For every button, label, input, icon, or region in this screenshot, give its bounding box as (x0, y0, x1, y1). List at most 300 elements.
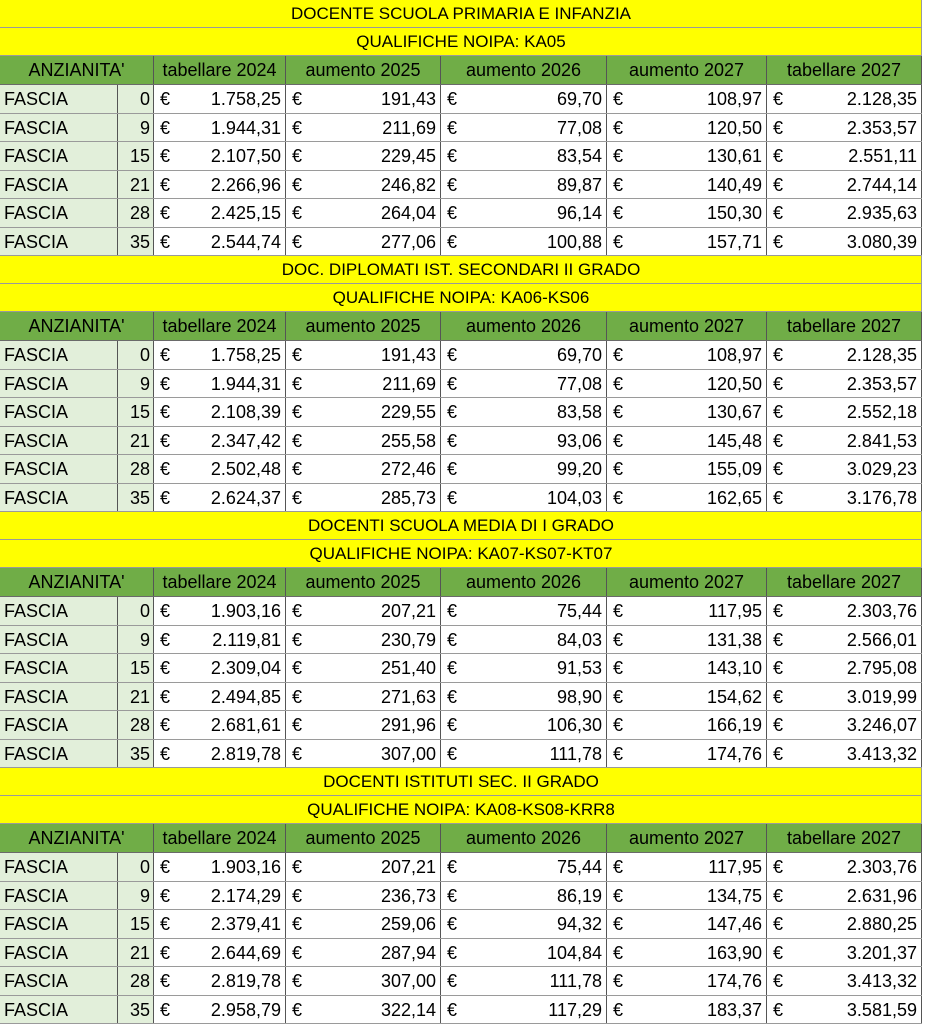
header-cell[interactable]: tabellare 2024 (154, 56, 286, 84)
amount-cell[interactable] (441, 85, 607, 113)
amount-value: 2.551,11 (848, 146, 917, 166)
amount-cell[interactable] (286, 939, 441, 967)
euro-symbol: € (160, 174, 171, 195)
amount-cell[interactable] (767, 996, 922, 1024)
amount-cell[interactable] (154, 597, 286, 625)
fascia-label-cell[interactable]: FASCIA (0, 967, 118, 995)
amount-cell[interactable] (767, 171, 922, 199)
amount-cell[interactable] (154, 370, 286, 398)
amount-cell[interactable] (286, 455, 441, 483)
euro-symbol: € (613, 999, 624, 1020)
fascia-years-cell[interactable]: 15 (118, 142, 154, 170)
euro-symbol: € (447, 942, 458, 963)
amount-cell[interactable] (767, 114, 922, 142)
fascia-years-cell[interactable]: 21 (118, 427, 154, 455)
amount-cell[interactable] (607, 910, 767, 938)
euro-symbol: € (160, 914, 171, 934)
amount-value: 100,88 (546, 231, 602, 252)
amount-cell[interactable] (154, 853, 286, 881)
header-cell[interactable]: aumento 2027 (607, 824, 767, 852)
amount-cell[interactable] (607, 967, 767, 995)
amount-cell[interactable] (441, 654, 607, 682)
amount-cell[interactable] (441, 484, 607, 512)
header-cell[interactable]: aumento 2026 (441, 568, 607, 596)
fascia-years-cell[interactable]: 0 (118, 853, 154, 881)
fascia-years-cell[interactable]: 21 (118, 171, 154, 199)
amount-cell[interactable] (767, 910, 922, 938)
amount-cell[interactable] (154, 683, 286, 711)
amount-cell[interactable] (767, 597, 922, 625)
fascia-label-cell[interactable]: FASCIA (0, 882, 118, 910)
header-cell[interactable]: aumento 2025 (286, 56, 441, 84)
fascia-years-cell[interactable]: 35 (118, 484, 154, 512)
fascia-years-cell[interactable]: 0 (118, 341, 154, 369)
euro-symbol: € (447, 743, 458, 764)
amount-cell[interactable] (441, 882, 607, 910)
euro-symbol: € (773, 231, 784, 252)
header-cell[interactable]: tabellare 2027 (767, 568, 922, 596)
fascia-years-cell[interactable]: 28 (118, 455, 154, 483)
column-header-row (0, 312, 922, 341)
amount-cell[interactable] (154, 711, 286, 739)
euro-symbol: € (292, 231, 303, 252)
amount-value: 271,63 (380, 686, 436, 707)
fascia-years-cell[interactable]: 9 (118, 370, 154, 398)
amount-cell[interactable] (441, 740, 607, 768)
amount-value: 277,06 (380, 231, 436, 252)
fascia-years-cell[interactable]: 0 (118, 597, 154, 625)
amount-cell[interactable] (767, 683, 922, 711)
fascia-label-cell[interactable]: FASCIA (0, 370, 118, 398)
fascia-label-cell[interactable]: FASCIA (0, 455, 118, 483)
amount-value: 2.819,78 (210, 971, 281, 991)
amount-cell[interactable] (286, 626, 441, 654)
euro-symbol: € (613, 89, 624, 109)
amount-cell[interactable] (154, 228, 286, 256)
section-subtitle[interactable]: QUALIFICHE NOIPA: KA07-KS07-KT07 (0, 540, 922, 568)
amount-cell[interactable] (154, 85, 286, 113)
header-cell[interactable]: aumento 2025 (286, 824, 441, 852)
fascia-label-cell[interactable]: FASCIA (0, 199, 118, 227)
euro-symbol: € (292, 430, 303, 451)
header-cell[interactable]: tabellare 2027 (767, 56, 922, 84)
column-header-row (0, 824, 922, 853)
amount-value: 3.246,07 (846, 715, 917, 735)
euro-symbol: € (160, 373, 171, 394)
amount-value: 150,30 (706, 203, 762, 223)
euro-symbol: € (773, 658, 784, 678)
fascia-years-cell[interactable]: 15 (118, 654, 154, 682)
amount-cell[interactable] (767, 85, 922, 113)
header-cell-anzianita[interactable]: ANZIANITA' (0, 824, 154, 852)
amount-cell[interactable] (441, 597, 607, 625)
amount-value: 77,08 (556, 117, 602, 138)
euro-symbol: € (292, 89, 303, 109)
euro-symbol: € (447, 629, 458, 650)
amount-cell[interactable] (607, 171, 767, 199)
fascia-years-cell[interactable]: 9 (118, 626, 154, 654)
amount-cell[interactable] (607, 427, 767, 455)
section-title[interactable]: DOCENTI ISTITUTI SEC. II GRADO (0, 768, 922, 796)
amount-cell[interactable] (607, 654, 767, 682)
amount-cell[interactable] (441, 853, 607, 881)
fascia-label-cell[interactable]: FASCIA (0, 484, 118, 512)
table-row (0, 626, 922, 655)
amount-cell[interactable] (767, 398, 922, 426)
table-row (0, 114, 922, 143)
fascia-label-cell[interactable]: FASCIA (0, 114, 118, 142)
amount-value: 2.819,78 (210, 743, 281, 764)
euro-symbol: € (160, 459, 171, 479)
euro-symbol: € (292, 402, 303, 422)
euro-symbol: € (160, 402, 171, 422)
header-cell[interactable]: aumento 2027 (607, 56, 767, 84)
amount-cell[interactable] (607, 398, 767, 426)
amount-cell[interactable] (767, 626, 922, 654)
amount-cell[interactable] (286, 341, 441, 369)
section-title[interactable]: DOCENTI SCUOLA MEDIA DI I GRADO (0, 512, 922, 540)
amount-cell[interactable] (767, 939, 922, 967)
fascia-label-cell[interactable]: FASCIA (0, 626, 118, 654)
table-row (0, 398, 922, 427)
fascia-years-cell[interactable]: 35 (118, 740, 154, 768)
amount-cell[interactable] (441, 967, 607, 995)
amount-cell[interactable] (154, 484, 286, 512)
euro-symbol: € (160, 345, 171, 365)
amount-cell[interactable] (607, 740, 767, 768)
amount-cell[interactable] (154, 199, 286, 227)
amount-cell[interactable] (154, 455, 286, 483)
amount-cell[interactable] (767, 654, 922, 682)
amount-cell[interactable] (154, 341, 286, 369)
amount-cell[interactable] (441, 427, 607, 455)
euro-symbol: € (773, 743, 784, 764)
amount-cell[interactable] (767, 882, 922, 910)
amount-cell[interactable] (441, 996, 607, 1024)
amount-cell[interactable] (154, 114, 286, 142)
fascia-years-cell[interactable]: 15 (118, 910, 154, 938)
amount-cell[interactable] (767, 853, 922, 881)
header-cell[interactable]: tabellare 2027 (767, 824, 922, 852)
amount-cell[interactable] (154, 171, 286, 199)
fascia-years-cell[interactable]: 28 (118, 711, 154, 739)
amount-value: 2.841,53 (846, 430, 917, 451)
header-cell[interactable]: aumento 2026 (441, 824, 607, 852)
amount-cell[interactable] (441, 171, 607, 199)
amount-cell[interactable] (767, 427, 922, 455)
euro-symbol: € (160, 686, 171, 707)
euro-symbol: € (160, 231, 171, 252)
amount-cell[interactable] (286, 398, 441, 426)
amount-cell[interactable] (441, 626, 607, 654)
amount-value: 2.266,96 (210, 174, 281, 195)
fascia-label-cell[interactable]: FASCIA (0, 398, 118, 426)
fascia-label-cell[interactable]: FASCIA (0, 853, 118, 881)
header-cell[interactable]: tabellare 2024 (154, 824, 286, 852)
euro-symbol: € (160, 487, 171, 508)
euro-symbol: € (613, 117, 624, 138)
amount-value: 211,69 (382, 117, 436, 138)
header-cell[interactable]: aumento 2026 (441, 312, 607, 340)
amount-cell[interactable] (607, 370, 767, 398)
amount-cell[interactable] (607, 484, 767, 512)
euro-symbol: € (160, 203, 171, 223)
section-subtitle[interactable]: QUALIFICHE NOIPA: KA06-KS06 (0, 284, 922, 312)
amount-value: 83,54 (556, 146, 602, 166)
euro-symbol: € (447, 971, 458, 991)
euro-symbol: € (292, 601, 303, 621)
fascia-label-cell[interactable]: FASCIA (0, 740, 118, 768)
amount-cell[interactable] (154, 910, 286, 938)
header-cell[interactable]: aumento 2027 (607, 568, 767, 596)
header-cell[interactable]: aumento 2026 (441, 56, 607, 84)
fascia-label-cell[interactable]: FASCIA (0, 171, 118, 199)
amount-value: 307,00 (380, 743, 436, 764)
fascia-label-cell[interactable]: FASCIA (0, 142, 118, 170)
amount-cell[interactable] (286, 683, 441, 711)
euro-symbol: € (447, 373, 458, 394)
amount-cell[interactable] (286, 597, 441, 625)
header-cell-anzianita[interactable]: ANZIANITA' (0, 312, 154, 340)
euro-symbol: € (160, 999, 171, 1020)
amount-cell[interactable] (154, 427, 286, 455)
header-cell[interactable]: aumento 2025 (286, 312, 441, 340)
table-section (0, 256, 937, 512)
section-title[interactable]: DOC. DIPLOMATI IST. SECONDARI II GRADO (0, 256, 922, 284)
amount-value: 3.581,59 (846, 999, 917, 1020)
fascia-years-cell[interactable]: 21 (118, 939, 154, 967)
table-section (0, 768, 937, 1024)
amount-cell[interactable] (441, 398, 607, 426)
amount-value: 111,78 (549, 971, 602, 991)
header-cell-anzianita[interactable]: ANZIANITA' (0, 56, 154, 84)
amount-cell[interactable] (441, 114, 607, 142)
amount-cell[interactable] (154, 996, 286, 1024)
amount-cell[interactable] (607, 228, 767, 256)
amount-cell[interactable] (441, 142, 607, 170)
amount-cell[interactable] (767, 199, 922, 227)
amount-cell[interactable] (607, 142, 767, 170)
amount-cell[interactable] (286, 427, 441, 455)
fascia-label-cell[interactable]: FASCIA (0, 910, 118, 938)
euro-symbol: € (773, 459, 784, 479)
amount-cell[interactable] (607, 996, 767, 1024)
amount-cell[interactable] (767, 142, 922, 170)
header-cell[interactable]: aumento 2027 (607, 312, 767, 340)
euro-symbol: € (447, 885, 458, 906)
euro-symbol: € (292, 487, 303, 508)
header-cell[interactable]: tabellare 2024 (154, 312, 286, 340)
amount-cell[interactable] (767, 711, 922, 739)
euro-symbol: € (773, 203, 784, 223)
amount-cell[interactable] (607, 683, 767, 711)
amount-cell[interactable] (607, 199, 767, 227)
section-title[interactable]: DOCENTE SCUOLA PRIMARIA E INFANZIA (0, 0, 922, 28)
amount-value: 1.944,31 (210, 117, 281, 138)
amount-value: 191,43 (380, 89, 436, 109)
amount-value: 3.029,23 (846, 459, 917, 479)
euro-symbol: € (773, 914, 784, 934)
amount-cell[interactable] (154, 654, 286, 682)
amount-cell[interactable] (154, 626, 286, 654)
amount-cell[interactable] (441, 228, 607, 256)
fascia-label-cell[interactable]: FASCIA (0, 427, 118, 455)
amount-cell[interactable] (441, 455, 607, 483)
amount-cell[interactable] (441, 341, 607, 369)
euro-symbol: € (160, 629, 171, 650)
amount-cell[interactable] (286, 853, 441, 881)
amount-cell[interactable] (607, 853, 767, 881)
amount-cell[interactable] (286, 199, 441, 227)
fascia-label-cell[interactable]: FASCIA (0, 711, 118, 739)
amount-value: 83,58 (556, 402, 602, 422)
amount-value: 2.644,69 (210, 942, 281, 963)
fascia-years-cell[interactable]: 35 (118, 996, 154, 1024)
amount-cell[interactable] (154, 967, 286, 995)
amount-cell[interactable] (607, 341, 767, 369)
header-cell-anzianita[interactable]: ANZIANITA' (0, 568, 154, 596)
fascia-years-cell[interactable]: 9 (118, 882, 154, 910)
fascia-label-cell[interactable]: FASCIA (0, 341, 118, 369)
amount-cell[interactable] (767, 967, 922, 995)
amount-value: 2.566,01 (846, 629, 917, 650)
amount-cell[interactable] (767, 484, 922, 512)
euro-symbol: € (613, 430, 624, 451)
amount-value: 106,30 (546, 715, 602, 735)
amount-value: 174,76 (706, 971, 762, 991)
header-cell[interactable]: aumento 2025 (286, 568, 441, 596)
table-row (0, 228, 922, 257)
amount-cell[interactable] (767, 228, 922, 256)
amount-cell[interactable] (286, 142, 441, 170)
amount-cell[interactable] (286, 882, 441, 910)
fascia-label-cell[interactable]: FASCIA (0, 996, 118, 1024)
section-subtitle[interactable]: QUALIFICHE NOIPA: KA05 (0, 28, 922, 56)
table-row (0, 142, 922, 171)
amount-value: 2.425,15 (210, 203, 281, 223)
fascia-label-cell[interactable]: FASCIA (0, 939, 118, 967)
fascia-years-cell[interactable]: 28 (118, 199, 154, 227)
table-row (0, 711, 922, 740)
amount-cell[interactable] (154, 398, 286, 426)
amount-cell[interactable] (441, 711, 607, 739)
amount-cell[interactable] (286, 740, 441, 768)
amount-value: 2.128,35 (846, 345, 917, 365)
amount-cell[interactable] (286, 967, 441, 995)
amount-value: 246,82 (380, 174, 436, 195)
amount-value: 2.744,14 (846, 174, 917, 195)
fascia-years-cell[interactable]: 9 (118, 114, 154, 142)
fascia-years-cell[interactable]: 35 (118, 228, 154, 256)
amount-cell[interactable] (607, 597, 767, 625)
amount-cell[interactable] (441, 939, 607, 967)
amount-cell[interactable] (441, 683, 607, 711)
amount-cell[interactable] (607, 939, 767, 967)
amount-cell[interactable] (607, 455, 767, 483)
amount-cell[interactable] (441, 910, 607, 938)
table-row (0, 654, 922, 683)
fascia-label-cell[interactable]: FASCIA (0, 654, 118, 682)
amount-value: 134,75 (706, 885, 762, 906)
amount-cell[interactable] (767, 341, 922, 369)
amount-value: 77,08 (556, 373, 602, 394)
euro-symbol: € (613, 203, 624, 223)
amount-cell[interactable] (154, 142, 286, 170)
fascia-label-cell[interactable]: FASCIA (0, 85, 118, 113)
fascia-years-cell[interactable]: 21 (118, 683, 154, 711)
amount-cell[interactable] (286, 114, 441, 142)
amount-cell[interactable] (286, 654, 441, 682)
euro-symbol: € (160, 942, 171, 963)
amount-cell[interactable] (607, 85, 767, 113)
euro-symbol: € (160, 971, 171, 991)
euro-symbol: € (773, 629, 784, 650)
amount-cell[interactable] (286, 85, 441, 113)
amount-value: 285,73 (380, 487, 436, 508)
amount-cell[interactable] (286, 171, 441, 199)
euro-symbol: € (773, 999, 784, 1020)
fascia-label-cell[interactable]: FASCIA (0, 597, 118, 625)
amount-cell[interactable] (767, 455, 922, 483)
amount-value: 183,37 (706, 999, 762, 1020)
euro-symbol: € (447, 430, 458, 451)
amount-cell[interactable] (286, 910, 441, 938)
amount-cell[interactable] (607, 626, 767, 654)
amount-value: 2.552,18 (846, 402, 917, 422)
table-row (0, 683, 922, 712)
amount-value: 2.347,42 (210, 430, 281, 451)
header-cell[interactable]: tabellare 2027 (767, 312, 922, 340)
euro-symbol: € (613, 971, 624, 991)
amount-value: 2.624,37 (210, 487, 281, 508)
section-subtitle[interactable]: QUALIFICHE NOIPA: KA08-KS08-KRR8 (0, 796, 922, 824)
euro-symbol: € (773, 487, 784, 508)
amount-cell[interactable] (154, 882, 286, 910)
fascia-label-cell[interactable]: FASCIA (0, 683, 118, 711)
amount-cell[interactable] (607, 114, 767, 142)
amount-cell[interactable] (154, 939, 286, 967)
amount-cell[interactable] (441, 199, 607, 227)
amount-cell[interactable] (286, 711, 441, 739)
amount-cell[interactable] (286, 484, 441, 512)
euro-symbol: € (773, 345, 784, 365)
amount-cell[interactable] (441, 370, 607, 398)
amount-value: 2.681,61 (210, 715, 281, 735)
amount-cell[interactable] (607, 882, 767, 910)
euro-symbol: € (613, 146, 624, 166)
amount-cell[interactable] (607, 711, 767, 739)
amount-value: 2.128,35 (846, 89, 917, 109)
fascia-years-cell[interactable]: 28 (118, 967, 154, 995)
fascia-years-cell[interactable]: 15 (118, 398, 154, 426)
amount-cell[interactable] (286, 996, 441, 1024)
amount-cell[interactable] (767, 740, 922, 768)
amount-value: 1.903,16 (210, 857, 281, 877)
amount-value: 69,70 (556, 89, 602, 109)
column-header-row (0, 568, 922, 597)
amount-cell[interactable] (286, 228, 441, 256)
header-cell[interactable]: tabellare 2024 (154, 568, 286, 596)
amount-value: 2.174,29 (210, 885, 281, 906)
euro-symbol: € (613, 914, 624, 934)
euro-symbol: € (292, 174, 303, 195)
amount-cell[interactable] (286, 370, 441, 398)
fascia-label-cell[interactable]: FASCIA (0, 228, 118, 256)
amount-cell[interactable] (154, 740, 286, 768)
fascia-years-cell[interactable]: 0 (118, 85, 154, 113)
table-section (0, 0, 937, 256)
amount-cell[interactable] (767, 370, 922, 398)
